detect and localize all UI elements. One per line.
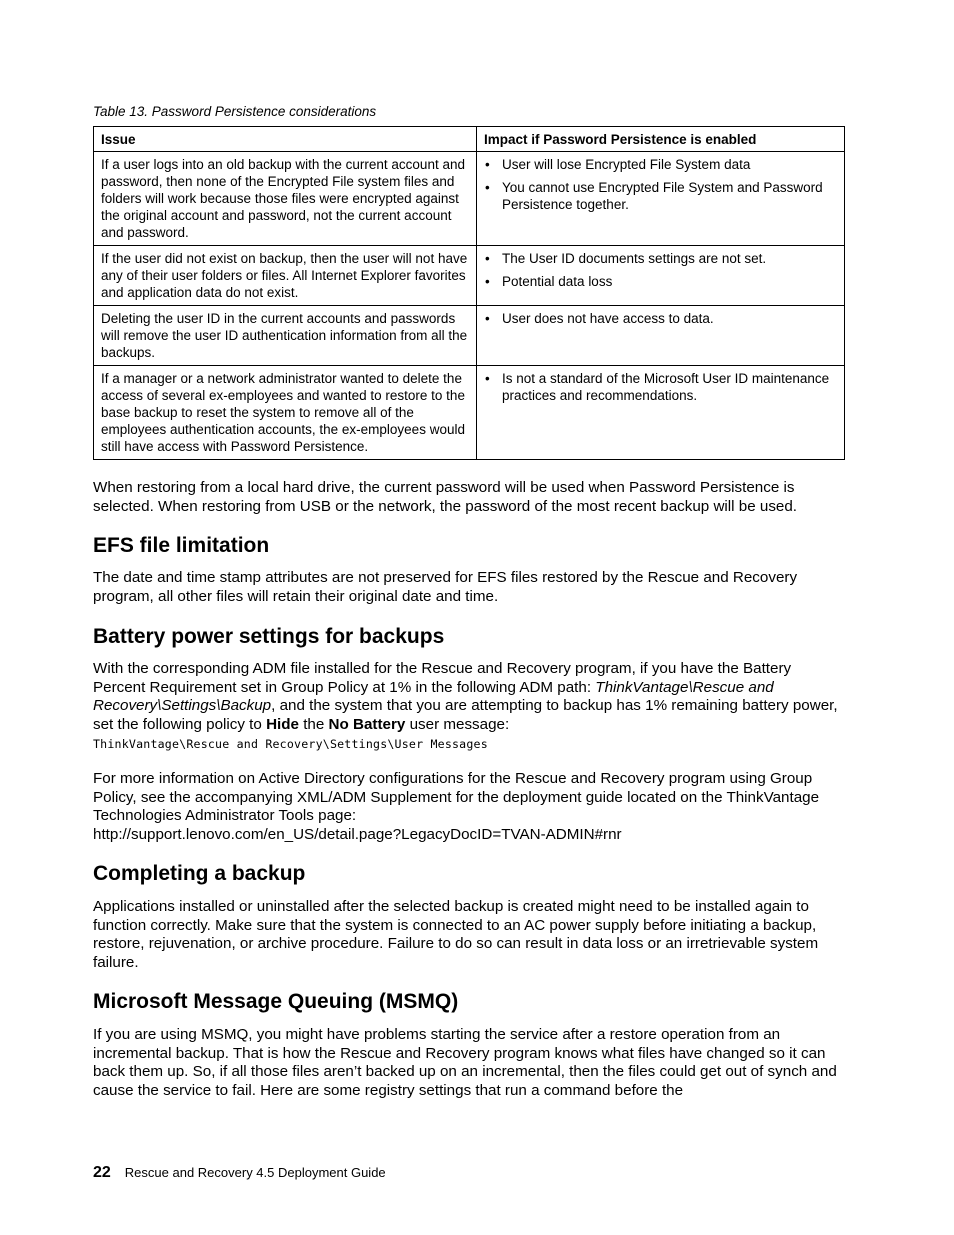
footer-title: Rescue and Recovery 4.5 Deployment Guide [124, 1165, 386, 1180]
impact-cell [477, 306, 845, 366]
adm-path: ThinkVantage\Rescue and Recovery\Settings\Backup [93, 678, 774, 715]
issue-cell: If a manager or a network administrator wanted to delete the access of several ex-employees and wanted to restore to the base backup to reset the system to remove all of the employees authentication accounts, the ex-employees would still have access with Password Persistence. [94, 366, 477, 460]
table-row [94, 306, 845, 366]
password-persistence-table [93, 126, 845, 460]
table-header-row [94, 127, 845, 152]
hide-keyword: Hide [266, 716, 299, 734]
registry-path-code: ThinkVantage\Rescue and Recovery\Settings\User Messages [93, 737, 488, 751]
efs-paragraph: The date and time stamp attributes are not preserved for EFS files restored by the Rescue and Recovery program, all other files will retain their original date and time. [93, 569, 798, 605]
impact-cell [477, 152, 845, 246]
msmq-paragraph: If you are using MSMQ, you might have problems starting the service after a restore operation from an incremental backup. That is how the Rescue and Recovery program knows what files have changed so it can back them up. So, if all those files aren’t backed up on an incremental, then the files could get out of synch and cause the service to fail. Here are some registry settings that run a command before the [93, 1026, 837, 1100]
list-item: • You cannot use Encrypted File System and Password Persistence together. [484, 179, 837, 213]
page-number: 22 [93, 1164, 111, 1181]
active-directory-paragraph: For more information on Active Directory configurations for the Rescue and Recovery program using Group Policy, see the accompanying XML/ADM Supplement for the deployment guide located on the ThinkVantage Technologies Administrator Tools page: [93, 770, 820, 825]
impact-list [484, 370, 837, 404]
efs-heading: EFS file limitation [93, 534, 270, 557]
issue-cell: If the user did not exist on backup, then the user will not have any of their user folders or files. All Internet Explorer favorites and application data do not exist. [94, 246, 477, 306]
battery-heading: Battery power settings for backups [93, 625, 445, 648]
list-item: • Is not a standard of the Microsoft User ID maintenance practices and recommendations. [484, 370, 837, 404]
list-item: • The User ID documents settings are not set. [484, 250, 837, 267]
issue-cell: Deleting the user ID in the current accounts and passwords will remove the user ID authentication information from all the backups. [94, 306, 477, 366]
no-battery-keyword: No Battery [328, 716, 406, 734]
table-row [94, 152, 845, 246]
table-caption: Table 13. Password Persistence considerations [93, 104, 377, 119]
list-item: • Potential data loss [484, 273, 837, 290]
list-item: • User does not have access to data. [484, 310, 837, 327]
msmq-heading: Microsoft Message Queuing (MSMQ) [93, 990, 459, 1013]
impact-list [484, 156, 837, 213]
restore-note-paragraph: When restoring from a local hard drive, the current password will be used when Password Persistence is selected. When restoring from USB or the network, the password of the most recent backup will be used. [93, 479, 798, 515]
impact-cell [477, 246, 845, 306]
impact-list [484, 250, 837, 290]
table-row [94, 246, 845, 306]
impact-list [484, 310, 837, 327]
list-item: • User will lose Encrypted File System data [484, 156, 837, 173]
battery-paragraph: With the corresponding ADM file installed for the Rescue and Recovery program, if you have the Battery Percent Requirement set in Group Policy at 1% in the following ADM path: ThinkVantage\Rescue and Recovery\Settings\Backup, and the system that you are attempting to backup has 1% remaining battery power, set the following policy to Hide the No Battery user message: [93, 660, 838, 734]
issue-cell: If a user logs into an old backup with the current account and password, then none of the Encrypted File system files and folders will work because those files were encrypted against the original account and password, not the current account and password. [94, 152, 477, 246]
column-header-issue: Issue [94, 127, 477, 152]
column-header-impact: Impact if Password Persistence is enabled [477, 127, 845, 152]
support-url-link[interactable]: http://support.lenovo.com/en_US/detail.page?LegacyDocID=TVAN-ADMIN#rnr [93, 826, 622, 843]
completing-heading: Completing a backup [93, 862, 306, 885]
impact-cell [477, 366, 845, 460]
page-footer [93, 1164, 386, 1182]
table-row [94, 366, 845, 460]
completing-paragraph: Applications installed or uninstalled after the selected backup is created might need to be installed again to function correctly. Make sure that the system is connected to an AC power supply before initiating a backup, restore, rejuvenation, or archive procedure. Failure to do so can result in data loss or an irretrievable system failure. [93, 898, 819, 972]
